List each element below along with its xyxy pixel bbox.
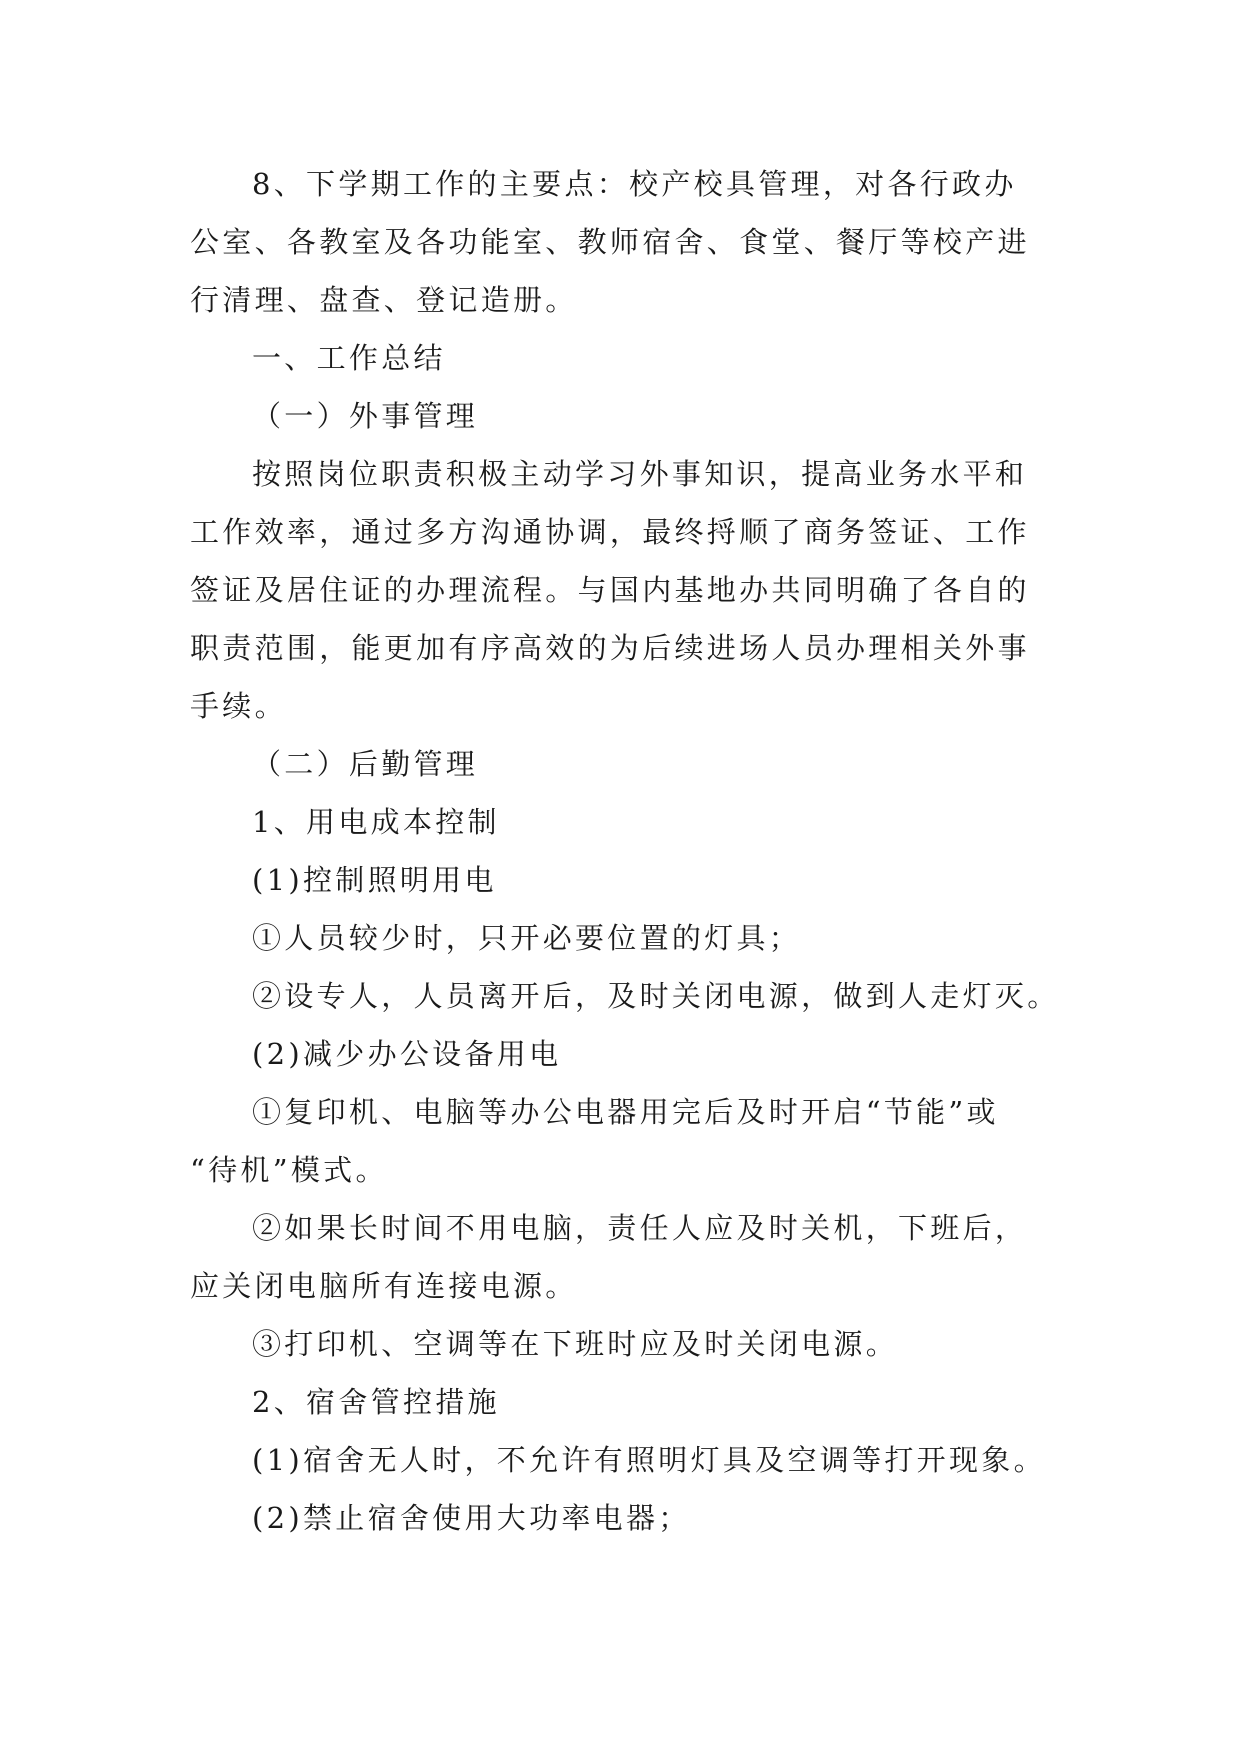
document-page: [190, 155, 1060, 1547]
sub-item-heading: (1)宿舍无人时，不允许有照明灯具及空调等打开现象。: [252, 1443, 1046, 1477]
sub-item-heading: (2)禁止宿舍使用大功率电器；: [252, 1501, 691, 1535]
list-item: ②如果长时间不用电脑，责任人应及时关机，下班后，: [252, 1211, 1028, 1245]
section-heading: 一、工作总结: [252, 341, 446, 375]
text-line: 按照岗位职责积极主动学习外事知识，提高业务水平和: [252, 457, 1028, 491]
text-line: 8、下学期工作的主要点：校产校具管理，对各行政办: [252, 167, 1017, 201]
subsection-heading: （二）后勤管理: [252, 747, 479, 781]
item-heading: 2、宿舍管控措施: [252, 1385, 500, 1419]
text-line: 行清理、盘查、登记造册。: [190, 283, 578, 317]
text-line: 工作效率，通过多方沟通协调，最终捋顺了商务签证、工作: [190, 515, 1030, 549]
text-line: 手续。: [190, 689, 287, 723]
list-item: ③打印机、空调等在下班时应及时关闭电源。: [252, 1327, 899, 1361]
list-item: ①人员较少时，只开必要位置的灯具；: [252, 921, 802, 955]
text-line: 应关闭电脑所有连接电源。: [190, 1269, 578, 1303]
list-item: ②设专人，人员离开后，及时关闭电源，做到人走灯灭。: [252, 979, 1060, 1013]
text-line: “待机”模式。: [190, 1153, 388, 1187]
list-item: ①复印机、电脑等办公电器用完后及时开启“节能”或: [252, 1095, 999, 1129]
text-line: 职责范围，能更加有序高效的为后续进场人员办理相关外事: [190, 631, 1030, 665]
sub-item-heading: (1)控制照明用电: [252, 863, 497, 897]
item-heading: 1、用电成本控制: [252, 805, 500, 839]
subsection-heading: （一）外事管理: [252, 399, 479, 433]
text-line: 签证及居住证的办理流程。与国内基地办共同明确了各自的: [190, 573, 1030, 607]
text-line: 公室、各教室及各功能室、教师宿舍、食堂、餐厅等校产进: [190, 225, 1030, 259]
sub-item-heading: (2)减少办公设备用电: [252, 1037, 562, 1071]
